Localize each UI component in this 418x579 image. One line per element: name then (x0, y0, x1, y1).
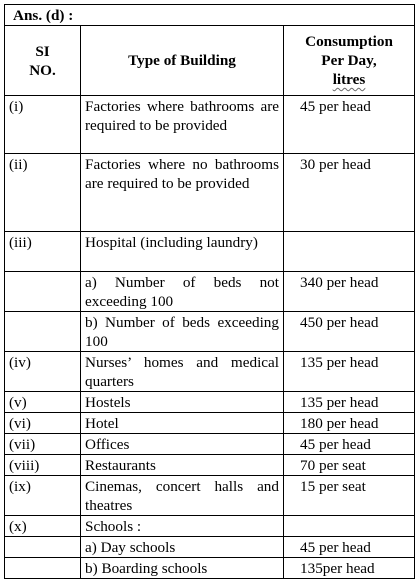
row-sl: (x) (5, 516, 81, 537)
row-sl: (ii) (5, 154, 81, 232)
row-consumption (284, 232, 415, 272)
row-type: Hostels (81, 392, 284, 413)
table-row (5, 154, 415, 232)
row-consumption: 450 per head (284, 312, 415, 352)
table-row (5, 537, 415, 558)
table-row (5, 558, 415, 579)
header-type-of-building: Type of Building (81, 26, 284, 96)
row-consumption: 135per head (284, 558, 415, 579)
row-type: Nurses’ homes and medical quarters (81, 352, 284, 392)
row-type: Cinemas, concert halls and theatres (81, 476, 284, 516)
row-sl (5, 558, 81, 579)
row-consumption: 135 per head (284, 392, 415, 413)
row-consumption: 30 per head (284, 154, 415, 232)
row-consumption: 45 per head (284, 434, 415, 455)
row-consumption: 135 per head (284, 352, 415, 392)
header-cons-line2: Per Day, (321, 52, 377, 69)
row-sl: (vii) (5, 434, 81, 455)
table-row (5, 96, 415, 154)
row-sl: (ix) (5, 476, 81, 516)
table-row (5, 312, 415, 352)
header-cons-line1: Consumption (305, 33, 393, 50)
row-consumption (284, 516, 415, 537)
table-row (5, 272, 415, 312)
row-sl (5, 537, 81, 558)
row-sl: (iii) (5, 232, 81, 272)
row-sl (5, 272, 81, 312)
row-type: Factories where bathrooms are required to be provided (81, 96, 284, 154)
water-consumption-table (4, 4, 415, 579)
table-row (5, 352, 415, 392)
row-consumption: 45 per head (284, 96, 415, 154)
row-sl (5, 312, 81, 352)
row-consumption: 180 per head (284, 413, 415, 434)
row-type: a) Day schools (81, 537, 284, 558)
row-type: b) Boarding schools (81, 558, 284, 579)
header-cons-line3: litres (332, 71, 366, 88)
row-type: Hotel (81, 413, 284, 434)
header-sl-no (5, 26, 81, 96)
row-type: Hospital (including laundry) (81, 232, 284, 272)
row-type: Restaurants (81, 455, 284, 476)
row-sl: (vi) (5, 413, 81, 434)
table-row (5, 516, 415, 537)
table-row (5, 455, 415, 476)
row-consumption: 70 per seat (284, 455, 415, 476)
table-row (5, 232, 415, 272)
row-consumption: 340 per head (284, 272, 415, 312)
row-type: Offices (81, 434, 284, 455)
row-type: Factories where no bathrooms are required to be provided (81, 154, 284, 232)
row-sl: (iv) (5, 352, 81, 392)
header-sl-line2: NO. (29, 61, 56, 79)
answer-label: Ans. (d) : (5, 5, 415, 26)
header-consumption (284, 26, 415, 96)
table-row (5, 476, 415, 516)
row-sl: (viii) (5, 455, 81, 476)
answer-row (5, 5, 415, 26)
row-sl: (i) (5, 96, 81, 154)
table-row (5, 413, 415, 434)
header-row (5, 26, 415, 96)
header-sl-line1: SI (35, 42, 50, 60)
table-row (5, 434, 415, 455)
table-row (5, 392, 415, 413)
row-consumption: 15 per seat (284, 476, 415, 516)
row-sl: (v) (5, 392, 81, 413)
row-consumption: 45 per head (284, 537, 415, 558)
row-type: a) Number of beds not exceeding 100 (81, 272, 284, 312)
row-type: b) Number of beds exceeding 100 (81, 312, 284, 352)
row-type: Schools : (81, 516, 284, 537)
